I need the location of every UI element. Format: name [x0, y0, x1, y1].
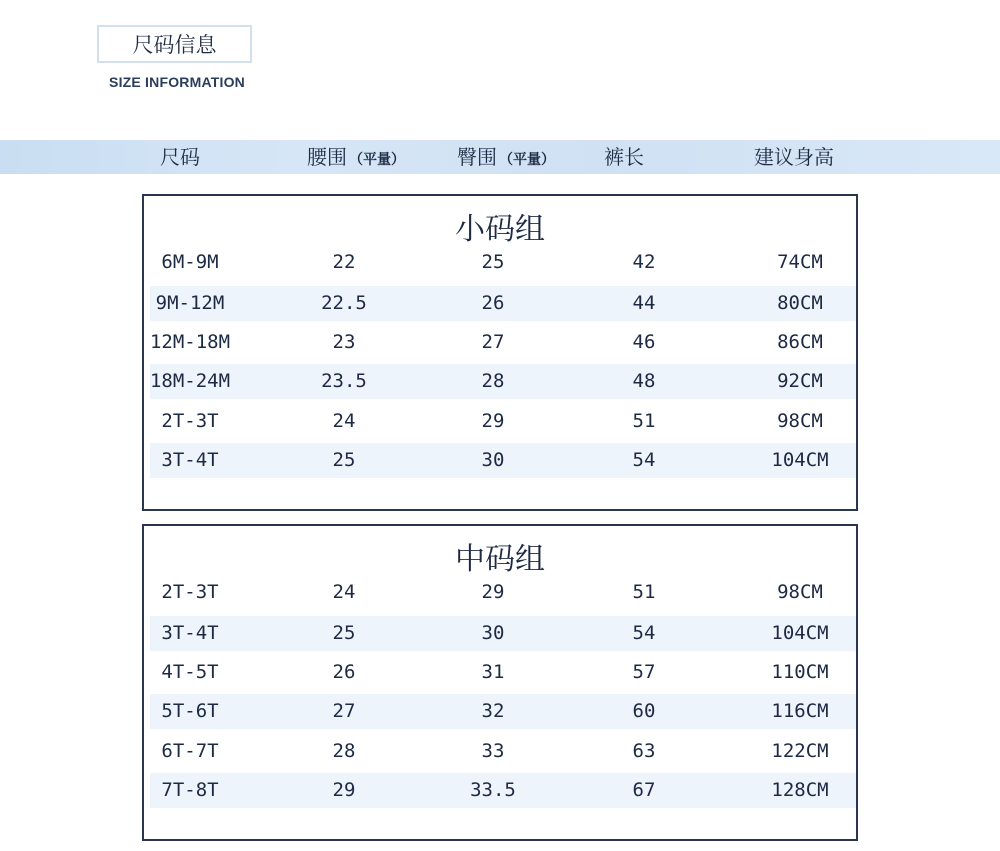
cell-size: 9M-12M [155, 292, 225, 314]
cell-length: 51 [632, 581, 656, 603]
table-row [150, 404, 856, 439]
cell-length: 46 [632, 331, 656, 353]
cell-height: 116CM [771, 700, 829, 722]
size-group-medium [142, 524, 858, 841]
cell-hip: 27 [481, 331, 505, 353]
cell-length: 63 [632, 740, 656, 762]
cell-size: 4T-5T [161, 661, 219, 683]
size-group-small [142, 194, 858, 511]
cell-size: 18M-24M [149, 370, 231, 392]
cell-hip: 25 [481, 251, 505, 273]
table-row [150, 616, 856, 651]
cell-length: 57 [632, 661, 656, 683]
header-length [604, 140, 644, 174]
cell-length: 54 [632, 449, 656, 471]
cell-hip: 29 [481, 410, 505, 432]
cell-length: 48 [632, 370, 656, 392]
cell-size: 2T-3T [161, 410, 219, 432]
table-row [150, 694, 856, 729]
cell-height: 110CM [771, 661, 829, 683]
cell-height: 98CM [777, 410, 823, 432]
cell-size: 6M-9M [161, 251, 219, 273]
cell-length: 42 [632, 251, 656, 273]
cell-waist: 29 [332, 779, 356, 801]
cell-height: 104CM [771, 622, 829, 644]
cell-size: 7T-8T [161, 779, 219, 801]
cell-length: 54 [632, 622, 656, 644]
cell-height: 104CM [771, 449, 829, 471]
table-row [150, 734, 856, 769]
cell-height: 122CM [771, 740, 829, 762]
cell-waist: 22.5 [321, 292, 367, 314]
group-title: 中码组 [455, 542, 545, 577]
header-hip [457, 140, 555, 174]
cell-waist: 25 [332, 449, 356, 471]
section-title-box [97, 25, 252, 63]
table-row [150, 773, 856, 808]
table-row [150, 655, 856, 690]
cell-hip: 30 [481, 622, 505, 644]
cell-hip: 32 [481, 700, 505, 722]
table-row [150, 325, 856, 360]
header-label: 臀围 [457, 145, 497, 169]
cell-size: 6T-7T [161, 740, 219, 762]
header-label: 尺码 [160, 145, 200, 169]
table-row [150, 443, 856, 478]
section-subtitle: SIZE INFORMATION [109, 74, 245, 90]
cell-height: 74CM [777, 251, 823, 273]
cell-waist: 23 [332, 331, 356, 353]
group-title: 小码组 [455, 212, 545, 247]
table-header-band [0, 140, 1000, 174]
table-row [150, 286, 856, 321]
cell-waist: 27 [332, 700, 356, 722]
cell-waist: 24 [332, 410, 356, 432]
table-row [150, 575, 856, 610]
cell-waist: 28 [332, 740, 356, 762]
cell-length: 67 [632, 779, 656, 801]
table-row [150, 245, 856, 280]
header-label: 腰围 [307, 145, 347, 169]
cell-waist: 22 [332, 251, 356, 273]
cell-hip: 33 [481, 740, 505, 762]
header-note: （平量） [349, 152, 405, 168]
cell-size: 3T-4T [161, 449, 219, 471]
cell-size: 5T-6T [161, 700, 219, 722]
cell-hip: 30 [481, 449, 505, 471]
cell-waist: 26 [332, 661, 356, 683]
cell-size: 12M-18M [149, 331, 231, 353]
cell-length: 44 [632, 292, 656, 314]
header-label: 裤长 [604, 145, 644, 169]
cell-height: 128CM [771, 779, 829, 801]
cell-size: 2T-3T [161, 581, 219, 603]
cell-hip: 33.5 [470, 779, 516, 801]
cell-waist: 24 [332, 581, 356, 603]
table-row [150, 364, 856, 399]
header-waist [307, 140, 405, 174]
section-title: 尺码信息 [132, 33, 217, 57]
cell-height: 98CM [777, 581, 823, 603]
header-height [754, 140, 834, 174]
cell-hip: 31 [481, 661, 505, 683]
header-note: （平量） [499, 152, 555, 168]
header-size [160, 140, 200, 174]
cell-length: 60 [632, 700, 656, 722]
cell-hip: 29 [481, 581, 505, 603]
cell-height: 92CM [777, 370, 823, 392]
cell-hip: 28 [481, 370, 505, 392]
cell-waist: 25 [332, 622, 356, 644]
cell-height: 80CM [777, 292, 823, 314]
cell-waist: 23.5 [321, 370, 367, 392]
cell-height: 86CM [777, 331, 823, 353]
cell-hip: 26 [481, 292, 505, 314]
cell-length: 51 [632, 410, 656, 432]
cell-size: 3T-4T [161, 622, 219, 644]
header-label: 建议身高 [754, 145, 834, 169]
